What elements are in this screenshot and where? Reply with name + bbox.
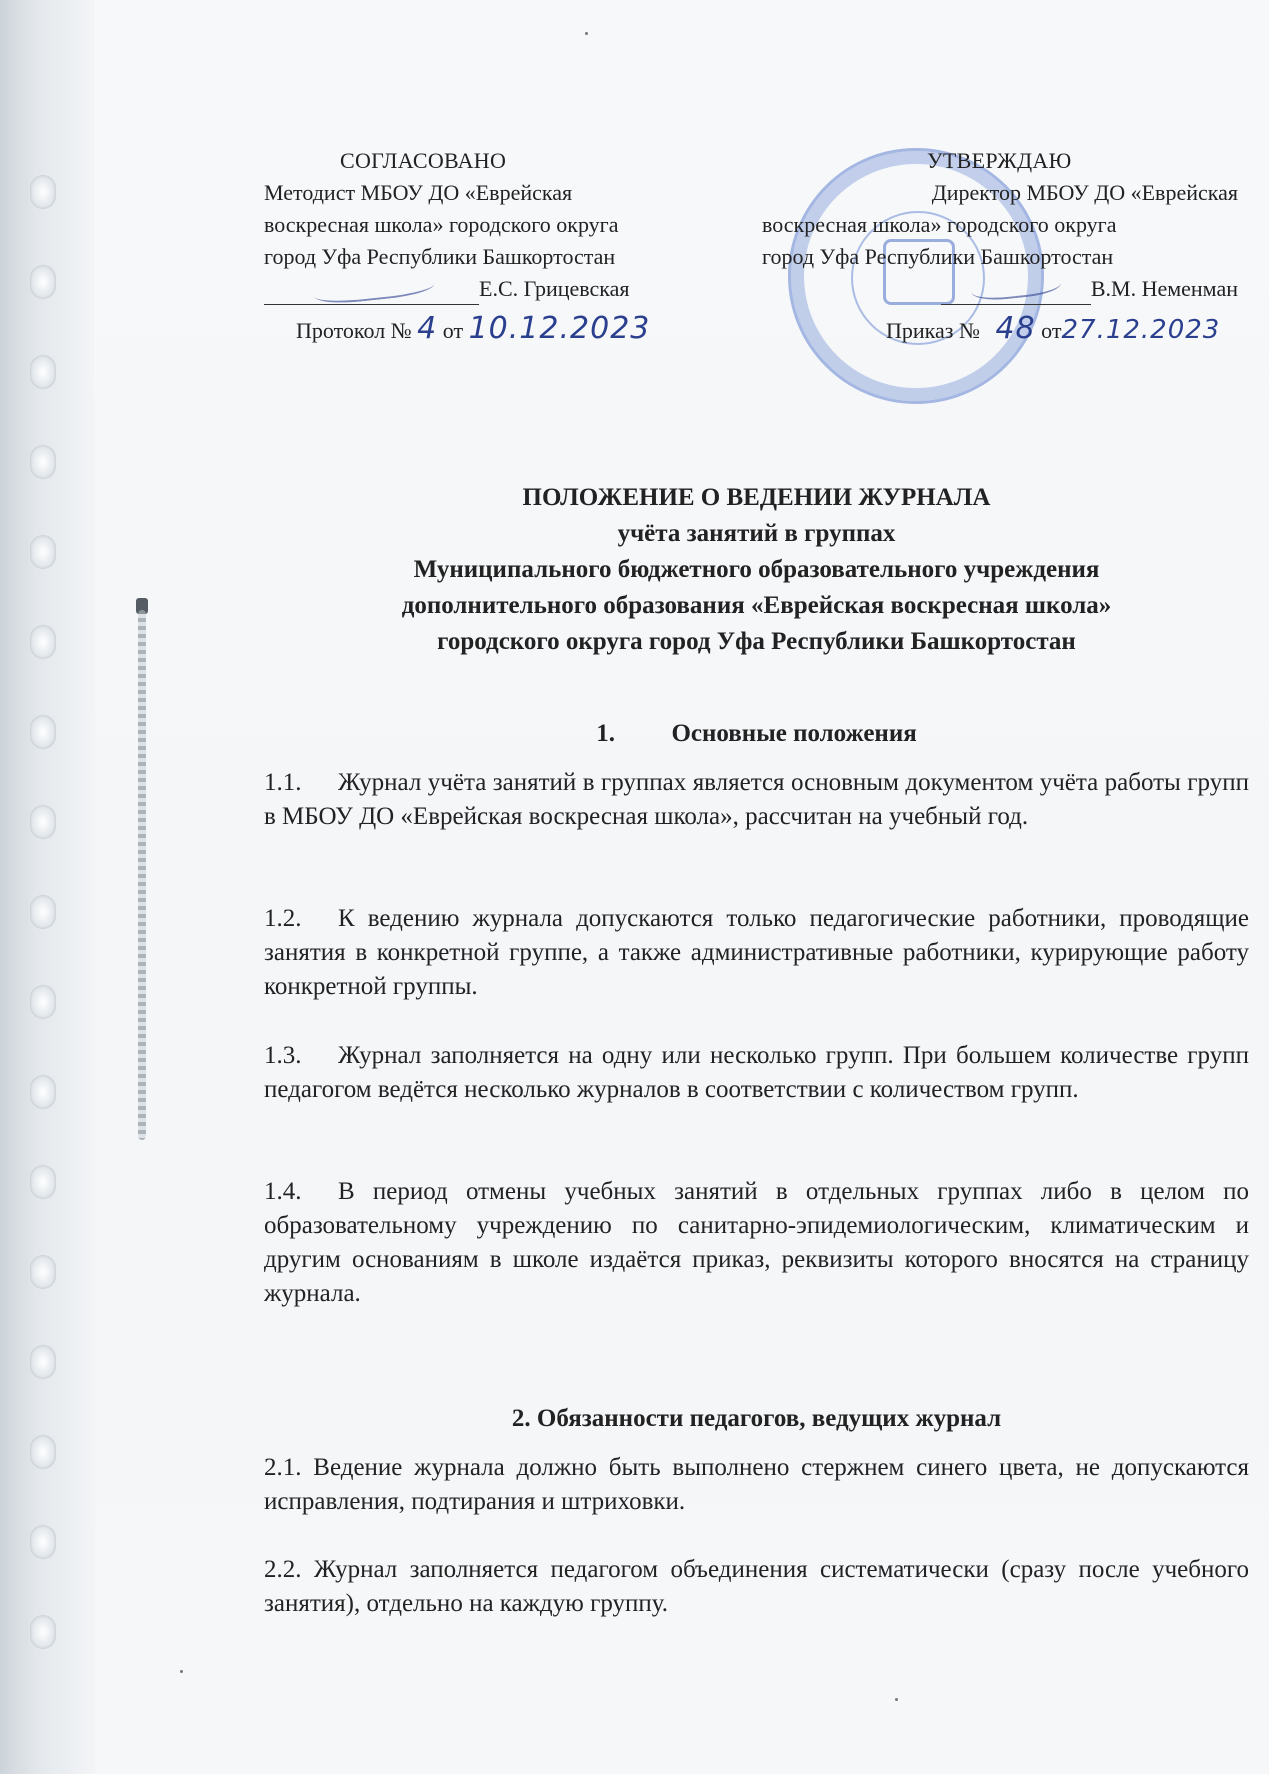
clause-text: К ведению журнала допускаются только педагогические работники, проводящие занятия в конкретной группе, а также административные работники, курирующие работу конкретной группы. xyxy=(264,905,1249,1000)
protocol-row xyxy=(264,313,734,347)
handwritten-signature xyxy=(970,267,1062,302)
section-number: 1. xyxy=(596,720,615,747)
punch-hole xyxy=(30,1075,56,1109)
order-row xyxy=(762,313,1242,347)
approval-heading: УТВЕРЖДАЮ xyxy=(927,148,1072,173)
clause-paragraph xyxy=(264,1175,1249,1311)
approver-position-line: Директор МБОУ ДО «Еврейская xyxy=(931,180,1238,205)
signer-name: Е.С. Грицевская xyxy=(479,276,630,301)
protocol-number: 4 xyxy=(417,311,438,346)
punch-hole xyxy=(30,1165,56,1199)
clause-text: Журнал учёта занятий в группах является основным документом учёта работы групп в МБОУ ДО «Еврейская воскресная школа», рассчитан на учебный год. xyxy=(264,769,1249,830)
clause-paragraph xyxy=(264,902,1249,1004)
approval-block-approved xyxy=(762,145,1242,347)
speck xyxy=(895,1698,898,1701)
protocol-date: 10.12.2023 xyxy=(468,311,651,346)
handwritten-signature xyxy=(313,270,435,306)
punch-hole xyxy=(30,175,56,209)
clause-paragraph xyxy=(264,766,1249,834)
punch-hole xyxy=(30,265,56,299)
title-line: дополнительного образования «Еврейская воскресная школа» xyxy=(401,592,1112,619)
punch-hole xyxy=(30,355,56,389)
approver-position-line: воскресная школа» городского округа xyxy=(264,212,619,237)
approval-block-agreed xyxy=(264,145,734,347)
punch-hole xyxy=(30,895,56,929)
order-date: 27.12.2023 xyxy=(1061,315,1221,345)
protocol-label: Протокол № xyxy=(296,318,412,343)
punch-hole xyxy=(30,985,56,1019)
clause-number: 1.4. xyxy=(264,1178,302,1205)
date-label: от xyxy=(442,318,464,343)
section-heading: 2. Обязанности педагогов, ведущих журнал xyxy=(511,1405,1002,1432)
title-line: ПОЛОЖЕНИЕ О ВЕДЕНИИ ЖУРНАЛА xyxy=(522,484,991,511)
punch-hole xyxy=(30,535,56,569)
signature-line-row xyxy=(264,273,734,305)
speck xyxy=(585,32,588,35)
clause-number: 1.2. xyxy=(264,905,302,932)
punch-hole xyxy=(30,445,56,479)
document-title xyxy=(264,480,1249,660)
punch-hole xyxy=(30,1435,56,1469)
signature-line xyxy=(264,282,479,305)
clause-text: Журнал заполняется на одну или несколько групп. При большем количестве групп педагогом ведётся несколько журналов в соответствии с количеством групп. xyxy=(264,1042,1249,1103)
order-number: 48 xyxy=(995,311,1036,346)
title-line: городского округа город Уфа Республики Башкортостан xyxy=(437,628,1076,655)
approver-position-line: город Уфа Республики Башкортостан xyxy=(762,244,1114,269)
section-title: Основные положения xyxy=(671,720,917,747)
approver-position-line: город Уфа Республики Башкортостан xyxy=(264,244,616,269)
title-line: Муниципального бюджетного образовательного учреждения xyxy=(413,556,1100,583)
signature-line xyxy=(941,282,1091,305)
date-label: от xyxy=(1041,318,1062,343)
clause-paragraph: 2.1. Ведение журнала должно быть выполнено стержнем синего цвета, не допускаются исправления, подтирания и штриховки. xyxy=(264,1454,1249,1515)
title-line: учёта занятий в группах xyxy=(617,520,896,547)
clause-text: В период отмены учебных занятий в отдельных группах либо в целом по образовательному учреждению по санитарно-эпидемиологическим, климатическим и другим основаниям в школе издаётся приказ, реквизиты которого вносятся на страницу журнала. xyxy=(264,1178,1249,1307)
signature-line-row xyxy=(762,273,1242,305)
clause-number: 1.1. xyxy=(264,769,302,796)
speck xyxy=(180,1670,183,1673)
punch-hole xyxy=(30,805,56,839)
punch-hole xyxy=(30,1615,56,1649)
clause-number: 1.3. xyxy=(264,1042,302,1069)
signer-name: В.М. Неменман xyxy=(1090,276,1238,301)
clause-paragraph: 2.2. Журнал заполняется педагогом объединения систематически (сразу после учебного занятия), отдельно на каждую группу. xyxy=(264,1556,1249,1617)
punch-hole xyxy=(30,625,56,659)
punch-hole xyxy=(30,1525,56,1559)
clause-paragraph xyxy=(264,1039,1249,1107)
approver-position-line: Методист МБОУ ДО «Еврейская xyxy=(264,180,573,205)
punch-hole xyxy=(30,715,56,749)
approval-heading: СОГЛАСОВАНО xyxy=(340,148,507,173)
section-heading xyxy=(264,720,1249,748)
binding-thread xyxy=(138,610,146,1140)
punch-hole xyxy=(30,1255,56,1289)
approver-position-line: воскресная школа» городского округа xyxy=(762,212,1117,237)
order-label: Приказ № xyxy=(886,318,980,343)
punch-hole xyxy=(30,1345,56,1379)
